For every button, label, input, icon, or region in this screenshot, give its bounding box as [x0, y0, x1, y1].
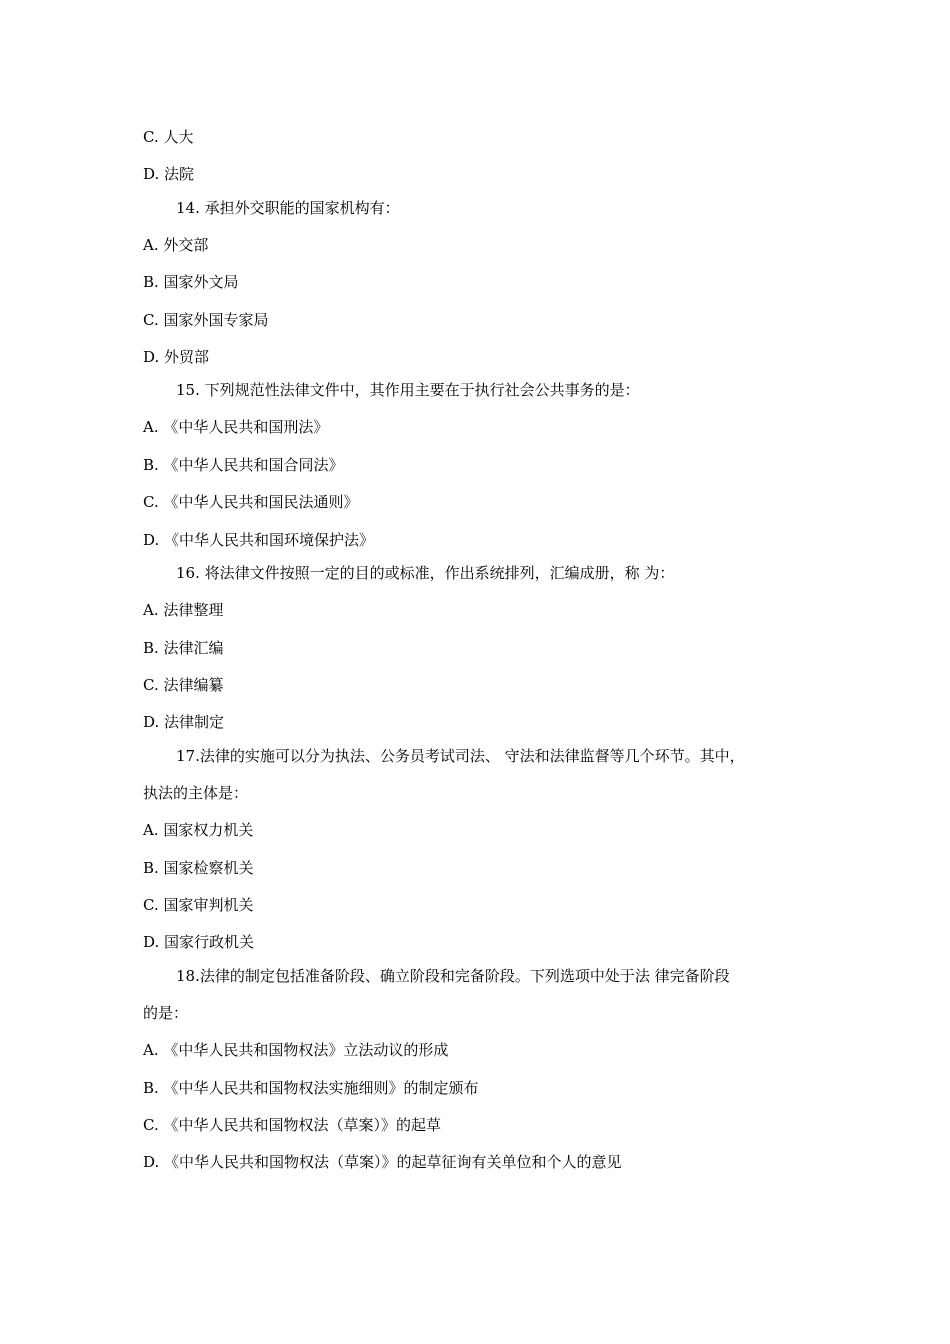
question-17-continuation: 执法的主体是：	[143, 784, 249, 802]
option-17b: B. 国家检察机关	[143, 859, 254, 877]
option-16d: D. 法律制定	[143, 713, 225, 731]
option-14a: A. 外交部	[143, 236, 209, 254]
option-15c: C. 《中华人民共和国民法通则》	[143, 493, 359, 511]
option-15a: A. 《中华人民共和国刑法》	[143, 418, 329, 436]
question-18: 18.法律的制定包括准备阶段、确立阶段和完备阶段。下列选项中处于法 律完备阶段	[176, 967, 730, 985]
option-17d: D. 国家行政机关	[143, 933, 255, 951]
option-16a: A. 法律整理	[143, 601, 224, 619]
option-15b: B. 《中华人民共和国合同法》	[143, 456, 344, 474]
option-18c: C. 《中华人民共和国物权法（草案）》的起草	[143, 1116, 441, 1134]
option-16c: C. 法律编纂	[143, 676, 224, 694]
question-18-continuation: 的是：	[143, 1004, 189, 1022]
option-17a: A. 国家权力机关	[143, 821, 254, 839]
option-18b: B. 《中华人民共和国物权法实施细则》的制定颁布	[143, 1079, 479, 1097]
question-17: 17.法律的实施可以分为执法、公务员考试司法、 守法和法律监督等几个环节。其中，	[176, 747, 745, 765]
option-16b: B. 法律汇编	[143, 639, 224, 657]
option-13c: C. 人大	[143, 128, 194, 146]
option-14d: D. 外贸部	[143, 348, 210, 366]
option-14c: C. 国家外国专家局	[143, 311, 269, 329]
question-14: 14. 承担外交职能的国家机构有：	[176, 199, 400, 217]
question-16: 16. 将法律文件按照一定的目的或标准，作出系统排列，汇编成册，称 为：	[176, 564, 675, 582]
option-13d: D. 法院	[143, 165, 195, 183]
option-17c: C. 国家审判机关	[143, 896, 254, 914]
option-18a: A. 《中华人民共和国物权法》立法动议的形成	[143, 1041, 449, 1059]
option-14b: B. 国家外文局	[143, 273, 239, 291]
option-18d: D. 《中华人民共和国物权法（草案）》的起草征询有关单位和个人的意见	[143, 1153, 622, 1171]
question-15: 15. 下列规范性法律文件中，其作用主要在于执行社会公共事务的是：	[176, 381, 640, 399]
option-15d: D. 《中华人民共和国环境保护法》	[143, 531, 375, 549]
